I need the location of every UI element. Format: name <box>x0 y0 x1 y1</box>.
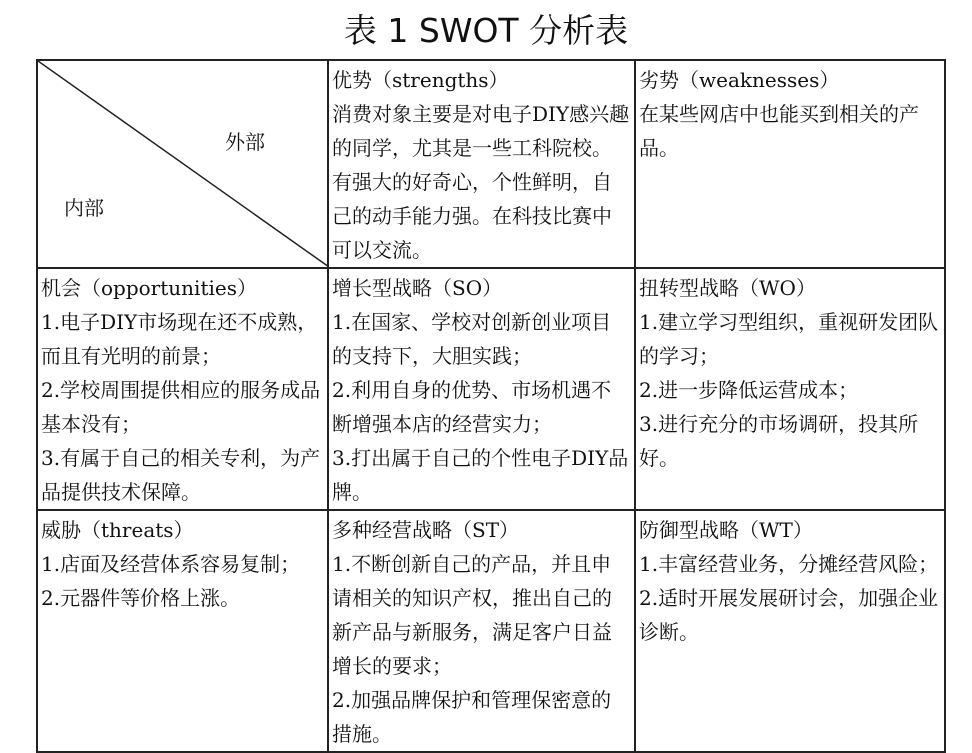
so-heading: 增长型战略（SO） <box>332 276 503 300</box>
table-title: 表 1 SWOT 分析表 <box>343 11 629 50</box>
corner-outer-label: 外部 <box>225 130 265 154</box>
list-item: 1.在国家、学校对创新创业项目的支持下，大胆实践； <box>332 310 612 368</box>
wt-heading: 防御型战略（WT） <box>639 518 813 542</box>
st-heading: 多种经营战略（ST） <box>332 518 520 542</box>
list-item: 1.丰富经营业务，分摊经营风险； <box>639 552 939 576</box>
wo-strategy-cell <box>635 268 945 510</box>
table-row <box>37 60 945 268</box>
strengths-cell <box>328 60 635 268</box>
list-item: 3.打出属于自己的个性电子DIY品牌。 <box>332 446 629 504</box>
strengths-text: 消费对象主要是对电子DIY感兴趣的同学，尤其是一些工科院校。有强大的好奇心，个性鲜明，自己的动手能力强。在科技比赛中可以交流。 <box>332 102 630 262</box>
list-item: 2.进一步降低运营成本； <box>639 378 859 402</box>
opportunities-cell <box>37 268 328 510</box>
list-item: 3.进行充分的市场调研，投其所好。 <box>639 412 919 470</box>
list-item: 3.有属于自己的相关专利，为产品提供技术保障。 <box>41 446 321 504</box>
list-item: 1.电子DIY市场现在还不成熟，而且有光明的前景； <box>41 310 318 368</box>
list-item: 1.店面及经营体系容易复制； <box>41 552 301 576</box>
wo-heading: 扭转型战略（WO） <box>639 276 816 300</box>
list-item: 2.元器件等价格上涨。 <box>41 586 241 610</box>
list-item: 2.利用自身的优势、市场机遇不断增强本店的经营实力； <box>332 378 612 436</box>
strengths-heading: 优势（strengths） <box>332 68 509 92</box>
list-item: 2.适时开展发展研讨会，加强企业诊断。 <box>639 586 939 644</box>
list-item: 1.不断创新自己的产品，并且申请相关的知识产权，推出自己的新产品与新服务，满足客户日益增长的要求； <box>332 552 612 678</box>
list-item: 1.建立学习型组织，重视研发团队的学习； <box>639 310 939 368</box>
diagonal-line <box>38 61 328 267</box>
weaknesses-cell <box>635 60 945 268</box>
corner-cell <box>37 60 328 268</box>
list-item: 2.学校周围提供相应的服务成品基本没有； <box>41 378 321 436</box>
list-item: 2.加强品牌保护和管理保密意的措施。 <box>332 688 612 746</box>
swot-table <box>36 59 946 753</box>
wt-strategy-cell <box>635 510 945 752</box>
threats-heading: 威胁（threats） <box>41 518 194 542</box>
table-row <box>37 268 945 510</box>
opportunities-heading: 机会（opportunities） <box>41 276 257 300</box>
weaknesses-heading: 劣势（weaknesses） <box>639 68 840 92</box>
corner-inner-label: 内部 <box>64 196 104 220</box>
threats-cell <box>37 510 328 752</box>
table-row <box>37 510 945 752</box>
weaknesses-text: 在某些网店中也能买到相关的产品。 <box>639 102 919 160</box>
so-strategy-cell <box>328 268 635 510</box>
st-strategy-cell <box>328 510 635 752</box>
